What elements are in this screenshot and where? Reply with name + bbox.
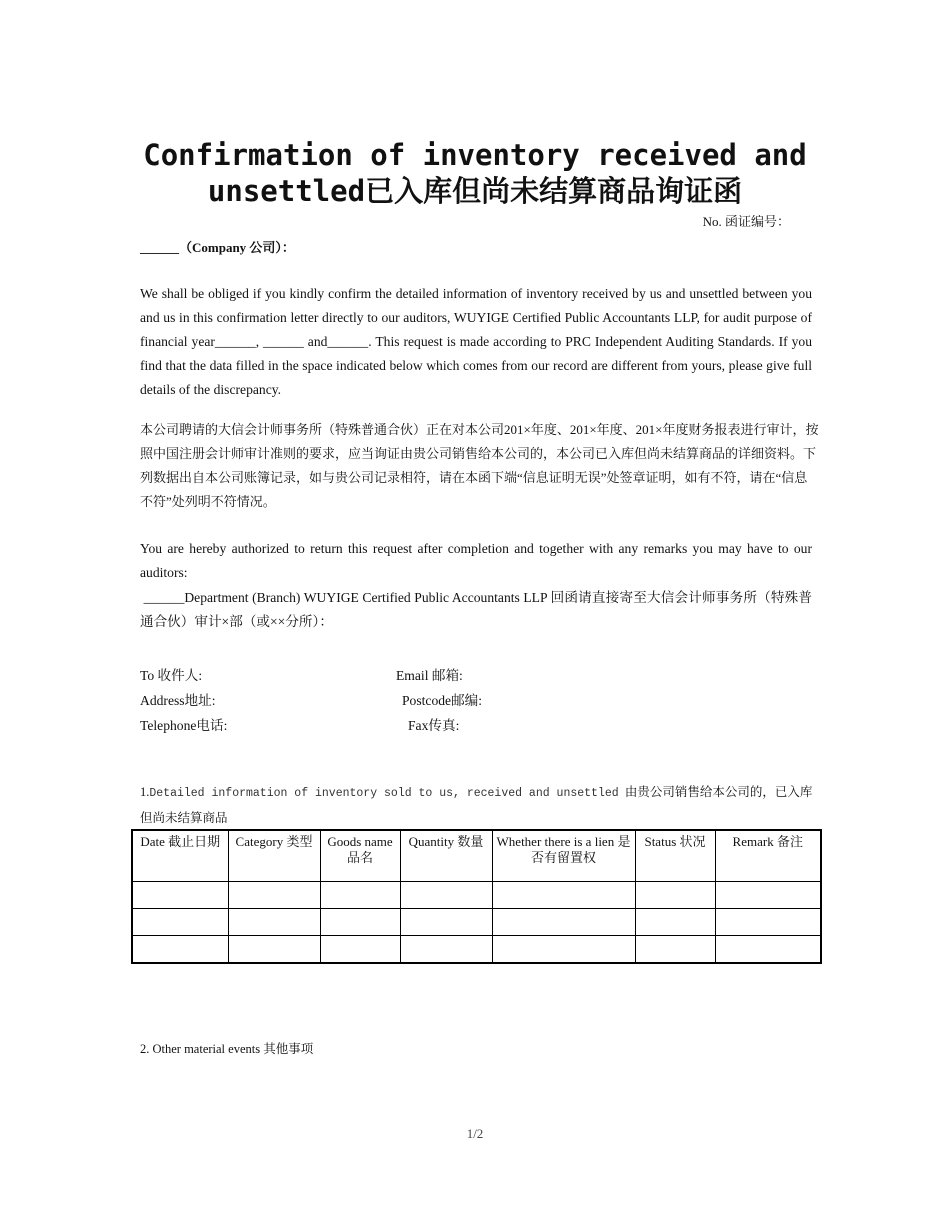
field-address: Address地址: (140, 693, 216, 708)
table-cell[interactable] (320, 882, 400, 909)
table-cell[interactable] (635, 882, 715, 909)
field-postcode: Postcode邮编: (402, 693, 483, 708)
addressee-line: ______（Company 公司）： (140, 240, 295, 255)
col-header-lien: Whether there is a lien 是否有留置权 (492, 830, 635, 882)
section-2-label: Other material events 其他事项 (152, 1042, 314, 1056)
table-cell[interactable] (320, 909, 400, 936)
title-line-2 (100, 173, 850, 209)
field-fax: Fax传真: (408, 718, 460, 733)
table-cell[interactable] (228, 882, 320, 909)
table-cell[interactable] (635, 909, 715, 936)
page-number: 1/2 (466, 1126, 484, 1141)
table-cell[interactable] (228, 936, 320, 964)
table-cell[interactable] (492, 936, 635, 964)
table-cell[interactable] (715, 882, 821, 909)
table-cell[interactable] (635, 936, 715, 964)
table-cell[interactable] (400, 882, 492, 909)
table-cell[interactable] (492, 909, 635, 936)
col-header-status: Status 状况 (635, 830, 715, 882)
section-1-label-cn: 由贵公司销售给本公司的，已入库但尚未结算商品 (140, 785, 813, 825)
request-paragraph-en: We shall be obliged if you kindly confirm the detailed information of inventory received by us and unsettled between you and us in this confirmation letter directly to our auditors, WUYIGE Certified Public Accountants LLP, for audit purpose of financial year______, ______ and______. This request is made according to PRC Independent Auditing Standards. If you find that the data filled in the space indicated below which comes from our record are different from yours, please give full details of the discrepancy. (140, 286, 812, 397)
section-2-heading (140, 1039, 313, 1057)
col-header-category: Category 类型 (228, 830, 320, 882)
document-number-label: No. 函证编号： (702, 214, 790, 229)
table-cell[interactable] (715, 936, 821, 964)
request-paragraph-cn: 本公司聘请的大信会计师事务所（特殊普通合伙）正在对本公司201×年度、201×年度、201×年度财务报表进行审计，按照中国注册会计师审计准则的要求，应当询证由贵公司销售给本公司的，本公司已入库但尚未结算商品的详细资料。下列数据出自本公司账簿记录，如与贵公司记录相符，请在本函下端“信息证明无误”处签章证明，如有不符，请在“信息不符”处列明不符情况。 (140, 422, 819, 509)
field-to: To 收件人: (140, 668, 203, 683)
table-cell[interactable] (132, 882, 228, 909)
table-cell[interactable] (228, 909, 320, 936)
title-line-2-cn: 已入库但尚未结算商品询证函 (365, 174, 743, 208)
table-header-row (132, 830, 821, 882)
col-header-remark: Remark 备注 (715, 830, 821, 882)
title-line-2-en: unsettled (207, 174, 366, 208)
field-email: Email 邮箱: (396, 668, 463, 683)
col-header-date: Date 截止日期 (132, 830, 228, 882)
title-line-1: Confirmation of inventory received and (143, 138, 807, 172)
table-cell[interactable] (715, 909, 821, 936)
table-cell[interactable] (492, 882, 635, 909)
return-authorization-text: You are hereby authorized to return this request after completion and together with any remarks you may have to our auditors: (140, 541, 812, 580)
document-title (100, 137, 850, 209)
table-cell[interactable] (132, 909, 228, 936)
table-cell[interactable] (400, 909, 492, 936)
table-cell[interactable] (400, 936, 492, 964)
table-cell[interactable] (320, 936, 400, 964)
table-row (132, 882, 821, 909)
section-1-heading (140, 780, 820, 830)
col-header-quantity: Quantity 数量 (400, 830, 492, 882)
table-row (132, 909, 821, 936)
section-1-label-en: Detailed information of inventory sold to us, received and unsettled (149, 787, 619, 800)
table-cell[interactable] (132, 936, 228, 964)
inventory-table (131, 829, 822, 964)
return-department-text: ______Department (Branch) WUYIGE Certified Public Accountants LLP 回函请直接寄至大信会计师事务所（特殊普通合伙）审计×部（或××分所）： (140, 590, 812, 629)
section-1-number: 1. (140, 785, 150, 799)
table-row (132, 936, 821, 964)
section-2-number: 2. (140, 1042, 150, 1056)
col-header-goods-name: Goods name 品名 (320, 830, 400, 882)
field-telephone: Telephone电话: (140, 718, 228, 733)
